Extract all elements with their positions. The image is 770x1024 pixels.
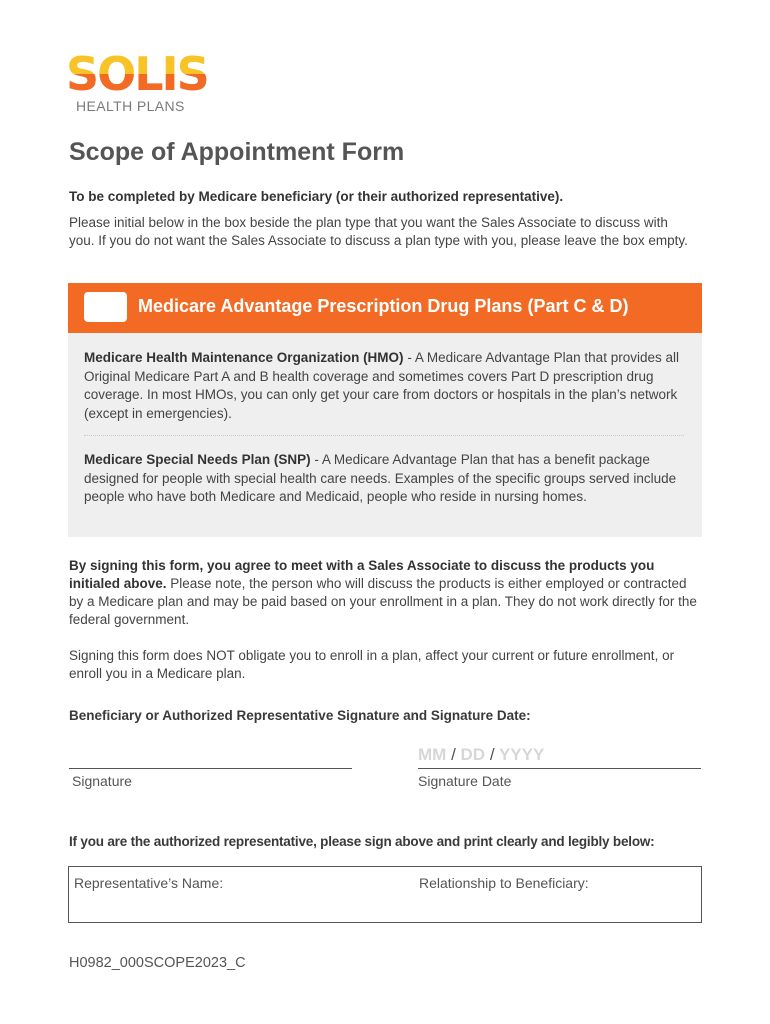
relationship-field[interactable]: Relationship to Beneficiary: (419, 875, 589, 891)
plan-section-banner (68, 283, 702, 333)
logo-subtext: HEALTH PLANS (76, 98, 185, 114)
date-mm-placeholder: MM (418, 745, 447, 764)
plan-name: Medicare Special Needs Plan (SNP) (84, 452, 311, 467)
agreement-text: Please note, the person who will discuss the products is either employed or contracted by a Medicare plan and may be paid based on your enrollment in a plan. They do not work directly for the federal government. (69, 576, 697, 627)
plan-description: - A Medicare Advantage Plan that has a benefit package designed for people with special health care needs. Examples of the specific groups served include people who have both Medicare and Medicaid, people who reside in nursing homes. (84, 452, 677, 504)
plan-divider (84, 435, 684, 436)
plan-name: Medicare Health Maintenance Organization (HMO) (84, 350, 404, 365)
agreement-paragraph (69, 557, 701, 629)
signature-date-line (418, 768, 701, 769)
plan-snp (84, 451, 690, 507)
date-dd-placeholder: DD (460, 745, 486, 764)
plan-hmo (84, 349, 690, 423)
signature-label: Signature (72, 773, 132, 789)
obligation-notice: Signing this form does NOT obligate you to enroll in a plan, affect your current or future enrollment, or enroll you in a Medicare plan. (69, 648, 675, 681)
page-title: Scope of Appointment Form (69, 138, 405, 166)
logo-wordmark: SOLIS (66, 48, 208, 96)
agreement-bold: By signing this form, you agree to meet with a Sales Associate to discuss the products you initialed above. (69, 558, 655, 591)
plan-description: - A Medicare Advantage Plan that provides all Original Medicare Part A and B health coverage and sometimes covers Part D prescription drug coverage. In most HMOs, you can only get your care from doctors or hospitals in the plan’s network (except in emergencies). (84, 350, 679, 421)
solis-logo (66, 48, 216, 120)
date-separator: / (451, 745, 456, 764)
solis-logo-mark (66, 48, 216, 96)
representative-fields-box (68, 866, 702, 923)
plan-descriptions-panel (68, 333, 702, 537)
date-yyyy-placeholder: YYYY (498, 745, 545, 764)
initial-input-box[interactable] (84, 292, 127, 322)
representative-heading: If you are the authorized representative, please sign above and print clearly and legibly below: (69, 834, 655, 849)
signature-date-field[interactable] (418, 745, 544, 765)
signature-date-label: Signature Date (418, 773, 512, 789)
signature-heading: Beneficiary or Authorized Representative Signature and Signature Date: (69, 708, 531, 723)
form-subtitle: To be completed by Medicare beneficiary (or their authorized representative). (69, 189, 564, 204)
representative-name-field[interactable]: Representative’s Name: (74, 875, 224, 891)
plan-section-heading: Medicare Advantage Prescription Drug Plans (Part C & D) (138, 296, 629, 316)
signature-field[interactable] (69, 768, 352, 769)
form-instructions: Please initial below in the box beside the plan type that you want the Sales Associate to discuss with you. If you do not want the Sales Associate to discuss a plan type with you, please leave the box empty. (69, 215, 688, 248)
form-code: H0982_000SCOPE2023_C (69, 955, 246, 971)
date-separator: / (489, 745, 495, 764)
